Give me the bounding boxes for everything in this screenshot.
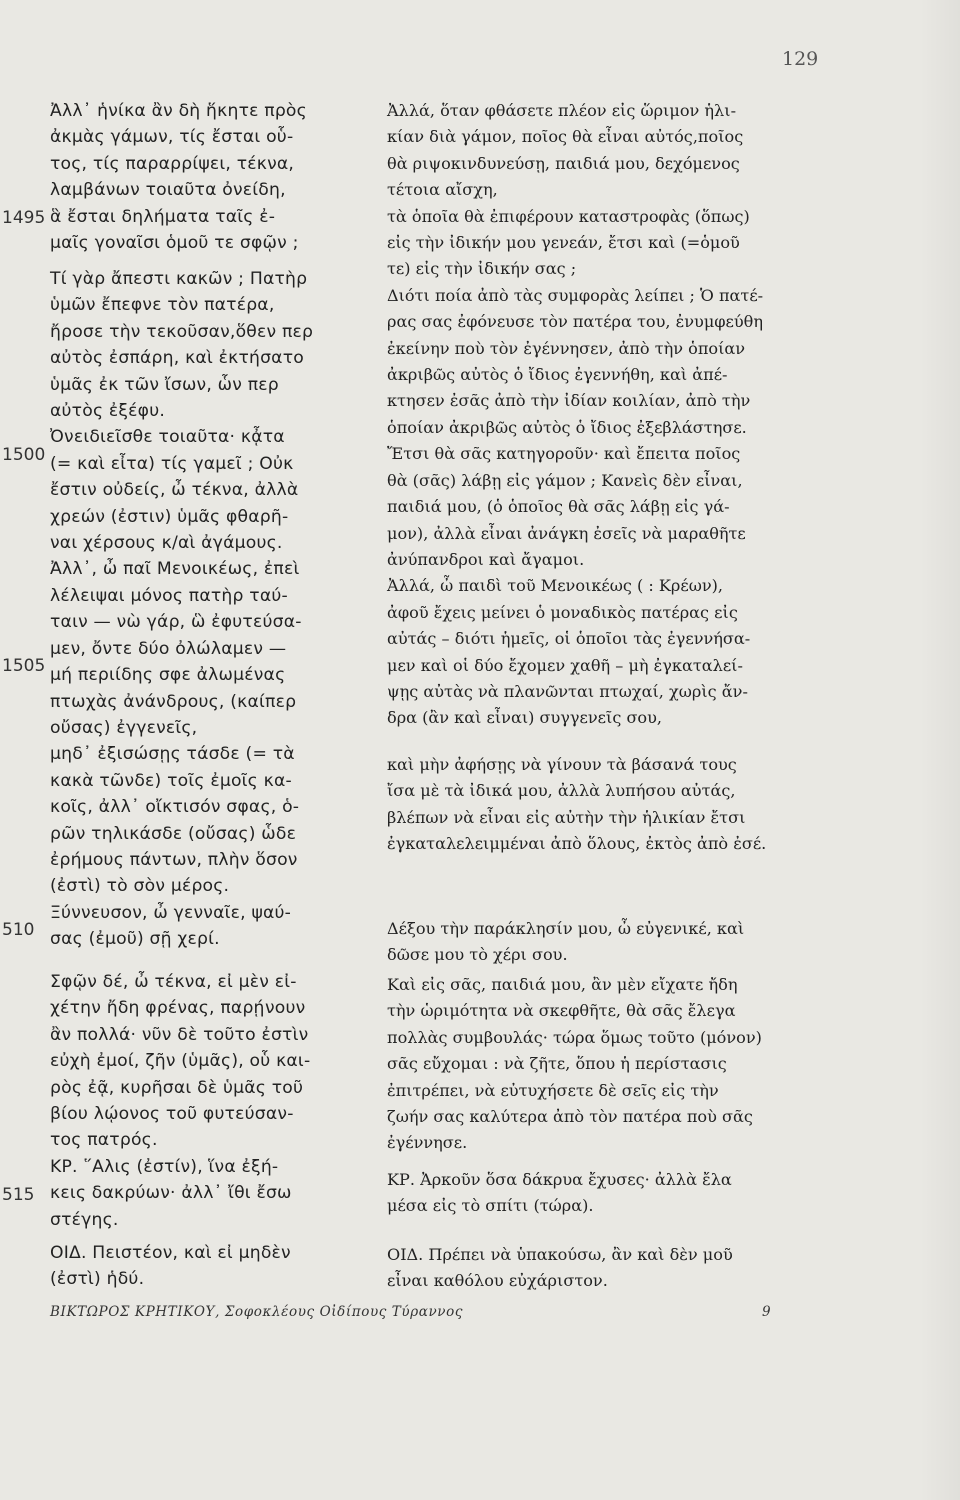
signature-mark: 9 — [762, 1304, 772, 1320]
translation-paragraph: ΚΡ. Ἀρκοῦν ὅσα δάκρυα ἔχυσες· ἀλλὰ ἔλα μέσα εἰς τὸ σπίτι (τώρα). — [387, 1170, 732, 1216]
translation-paragraph: Δέξου τὴν παράκλησίν μου, ὦ εὐγενικέ, καὶ δῶσε μου τὸ χέρι σου. — [387, 919, 745, 965]
verse-number: 515 — [2, 1185, 35, 1205]
verse-number: 1505 — [2, 656, 46, 676]
greek-paragraph: Ἀλλ᾽ ἡνίκα ἂν δὴ ἥκητε πρὸς ἀκμὰς γάμων, τίς ἔσται οὗ- τος, τίς παραρρίψει, τέκνα, λαμβάνων τοιαῦτα ὀνείδη, ἃ ἔσται δηλήματα ταῖς ἐ- μαῖς γοναῖσι ὁμοῦ τε σφῷν ; — [50, 101, 307, 254]
translation-paragraph: Καὶ εἰς σᾶς, παιδιά μου, ἂν μὲν εἴχατε ἤδη τὴν ὡριμότητα νὰ σκεφθῆτε, θὰ σᾶς ἔλεγα πολλὰς συμβουλάς· τώρα ὅμως τοῦτο (μόνον) σᾶς εὔχομαι : νὰ ζῆτε, ὅπου ἡ περίστασις ἐπιτρέπει, νὰ εὐτυχήσετε δὲ σεῖς εἰς τὴν ζωήν σας καλύτερα ἀπὸ τὸν πατέρα ποὺ σᾶς ἐγέννησε. — [387, 975, 762, 1153]
translation-paragraph: Ἀλλά, ὅταν φθάσετε πλέον εἰς ὥριμον ἡλι- κίαν διὰ γάμον, ποῖος θὰ εἶναι αὐτός,ποῖος θὰ ριψοκινδυνεύσῃ, παιδιά μου, δεχόμενος τέτοια αἴσχη, τὰ ὁποῖα θὰ ἐπιφέρουν καταστροφὰς (ὅπως) εἰς τὴν ἰδικήν μου γενεάν, ἔτσι καὶ (=ὁμοῦ τε) εἰς τὴν ἰδικήν σας ; Διότι ποία ἀπὸ τὰς συμφορὰς λείπει ; Ὁ πατέ- ρας σας ἐφόνευσε τὸν πατέρα του, ἐνυμφεύθη ἐκείνην ποὺ τὸν ἐγέννησεν, ἀπὸ τὴν ὁποίαν ἀκριβῶς αὐτὸς ὁ ἴδιος ἐγεννήθη, καὶ ἀπέ- κτησεν ἐσᾶς ἀπὸ τὴν ἰδίαν κοιλίαν, ἀπὸ τὴν ὁποίαν ἀκριβῶς αὐτὸς ὁ ἴδιος ἐξεβλάστησε. Ἔτσι θὰ σᾶς κατηγοροῦν· καὶ ἔπειτα ποῖος θὰ (σᾶς) λάβῃ εἰς γάμον ; Κανεὶς δὲν εἶναι, παιδιά μου, (ὁ ὁποῖος θὰ σᾶς λάβῃ εἰς γά- μον), ἀλλὰ εἶναι ἀνάγκη ἐσεῖς νὰ μαραθῆτε ἀνύπανδροι καὶ ἄγαμοι. Ἀλλά, ὦ παιδὶ τοῦ Μενοικέως ( : Κρέων), ἀφοῦ ἔχεις μείνει ὁ μοναδικὸς πατέρας εἰς αὐτάς – διότι ἡμεῖς, οἱ ὁποῖοι τὰς ἐγεννήσα- μεν καὶ οἱ δύο ἔχομεν χαθῆ – μὴ ἐγκαταλεί- ψῃς αὐτὰς νὰ πλανῶνται πτωχαί, χωρὶς ἄν- δρα (ἂν καὶ εἶναι) συγγενεῖς σου, — [387, 101, 764, 728]
page-number: 129 — [782, 48, 819, 70]
page-edge-shade — [920, 0, 960, 1500]
translation-paragraph: ΟΙΔ. Πρέπει νὰ ὑπακούσω, ἂν καὶ δὲν μοῦ εἶναι καθόλου εὐχάριστον. — [387, 1245, 733, 1291]
footer-title: Σοφοκλέους Οἰδίπους Τύραννος — [224, 1304, 463, 1320]
page-footer — [50, 1304, 772, 1320]
footer-author: ΒΙΚΤΩΡΟΣ ΚΡΗΤΙΚΟΥ, — [50, 1304, 220, 1320]
greek-paragraph: Τί γὰρ ἄπεστι κακῶν ; Πατὴρ ὑμῶν ἔπεφνε τὸν πατέρα, ἤροσε τὴν τεκοῦσαν,ὅθεν περ αὐτὸς ἐσπάρη, καὶ ἐκτήσατο ὑμᾶς ἐκ τῶν ἴσων, ὧν περ αὐτὸς ἐξέφυ. Ὀνειδιεῖσθε τοιαῦτα· κᾆτα (= καὶ εἶτα) τίς γαμεῖ ; Οὐκ ἔστιν οὐδείς, ὦ τέκνα, ἀλλὰ χρεών (ἐστιν) ὑμᾶς φθαρῆ- ναι χέρσους κ/αὶ ἀγάμους. Ἀλλ᾽, ὦ παῖ Μενοικέως, ἐπεὶ λέλειψαι μόνος πατὴρ ταύ- ταιν — νὼ γάρ, ὣ ἐφυτεύσα- μεν, ὄντε δύο ὀλώλαμεν — μή περιίδης σφε ἀλωμένας πτωχὰς ἀνάνδρους, (καίπερ οὔσας) ἐγγενεῖς, μηδ᾽ ἐξισώσῃς τάσδε (= τὰ κακὰ τῶνδε) τοῖς ἐμοῖς κα- κοῖς, ἀλλ᾽ οἴκτισόν σφας, ὁ- ρῶν τηλικάσδε (οὔσας) ὧδε ἐρήμους πάντων, πλὴν ὅσον (ἐστὶ) τὸ σὸν μέρος. Ξύννευσον, ὦ γενναῖε, ψαύ- σας (ἐμοῦ) σῇ χερί. — [50, 269, 314, 950]
translation-paragraph: καὶ μὴν ἀφήσῃς νὰ γίνουν τὰ βάσανά τους ἴσα μὲ τὰ ἰδικά μου, ἀλλὰ λυπήσου αὐτάς, βλέπων νὰ εἶναι εἰς αὐτὴν τὴν ἡλικίαν ἔτσι ἐγκαταλελειμμέναι ἀπὸ ὅλους, ἐκτὸς ἀπὸ ἐσέ. — [387, 755, 767, 854]
verse-number: 1500 — [2, 445, 46, 465]
verse-number: 510 — [2, 920, 35, 940]
greek-paragraph: Σφῷν δέ, ὦ τέκνα, εἰ μὲν εἰ- χέτην ἤδη φρένας, παρῄνουν ἂν πολλά· νῦν δὲ τοῦτο ἐστὶν εὐχὴ ἐμοί, ζῆν (ὑμᾶς), οὗ και- ρὸς ἐᾷ, κυρῆσαι δὲ ὑμᾶς τοῦ βίου λῴονος τοῦ φυτεύσαν- τος πατρός. ΚΡ. ῞Αλις (ἐστίν), ἵνα ἐξή- κεις δακρύων· ἀλλ᾽ ἴθι ἔσω στέγης. — [50, 972, 311, 1230]
greek-paragraph: ΟΙΔ. Πειστέον, καὶ εἰ μηδὲν (ἐστὶ) ἡδύ. — [50, 1243, 291, 1290]
verse-number: 1495 — [2, 208, 46, 228]
